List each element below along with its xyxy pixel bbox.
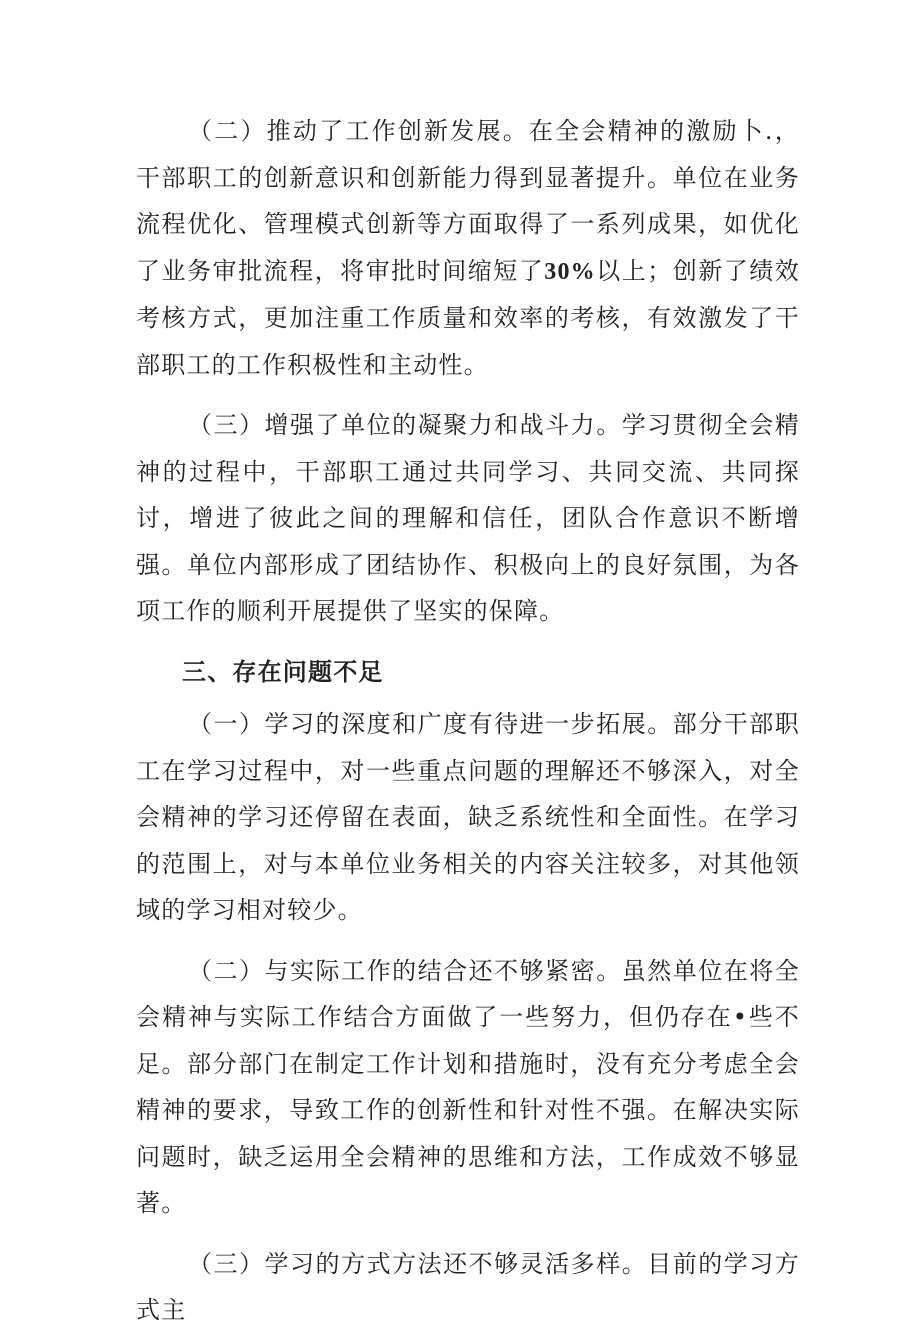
paragraph-innovation <box>136 108 800 388</box>
paragraph-practice-integration: （二）与实际工作的结合还不够紧密。虽然单位在将全会精神与实际工作结合方面做了一些努力，但仍存在•些不足。部分部门在制定工作计划和措施时，没有充分考虑全会精神的要求，导致工作的创新性和针对性不强。在解决实际问题时，缺乏运用全会精神的思维和方法，工作成效不够显著。 <box>136 956 800 1217</box>
paragraph-text: （二）推动了工作创新发展。在全会精神的激励卜.，干部职工的创新意识和创新能力得到显著提升。单位在业务流程优化、管理模式创新等方面取得了一系列成果，如优化了业务审批流程，将审批时间缩短了 <box>136 117 800 285</box>
section-heading: 三、存在问题不足 <box>182 656 384 686</box>
paragraph-text: 以上；创新了绩效考核方式，更加注重工作质量和效率的考核，有效激发了干部职工的工作积极性和主动性。 <box>136 256 801 379</box>
percent-value: 30% <box>544 258 596 285</box>
paragraph-learning-depth: （一）学习的深度和广度有待进一步拓展。部分干部职工在学习过程中，对一些重点问题的理解还不够深入，对全会精神的学习还停留在表面，缺乏系统性和全面性。在学习的范围上，对与本单位业务相关的内容关注较多，对其他领域的学习相对较少。 <box>136 710 800 924</box>
paragraph-learning-methods: （三）学习的方式方法还不够灵活多样。目前的学习方式主 <box>136 1249 800 1324</box>
paragraph-cohesion: （三）增强了单位的凝聚力和战斗力。学习贯彻全会精神的过程中，干部职工通过共同学习、共同交流、共同探讨，增进了彼此之间的理解和信任，团队合作意识不断增强。单位内部形成了团结协作、积极向上的良好氛围，为各项工作的顺利开展提供了坚实的保障。 <box>136 411 800 625</box>
